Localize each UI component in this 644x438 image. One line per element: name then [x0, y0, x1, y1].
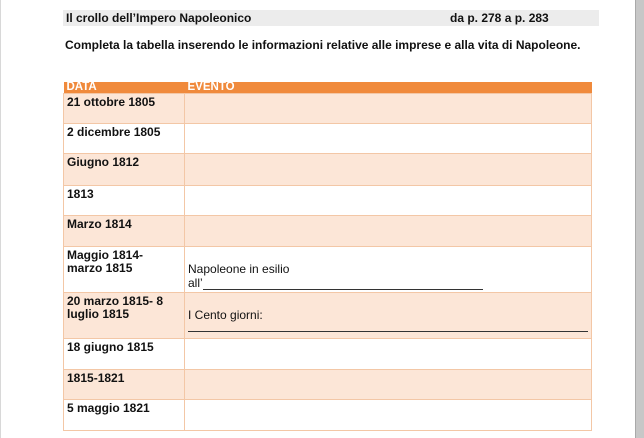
- table-row: [64, 124, 592, 154]
- fill-in-line[interactable]: [188, 322, 588, 332]
- timeline-table: [63, 82, 592, 431]
- table-row: [64, 293, 592, 339]
- event-cell[interactable]: [185, 94, 592, 124]
- date-cell: 21 ottobre 1805: [64, 94, 185, 124]
- event-suffix: all’: [188, 276, 203, 290]
- event-cell[interactable]: [185, 370, 592, 400]
- table-row: [64, 400, 592, 431]
- worksheet-header: [63, 10, 599, 26]
- table-row: [64, 216, 592, 247]
- date-cell: 1815-1821: [64, 370, 185, 400]
- event-cell[interactable]: [185, 216, 592, 247]
- date-cell: Marzo 1814: [64, 216, 185, 247]
- event-cell[interactable]: [185, 400, 592, 431]
- date-cell: Giugno 1812: [64, 154, 185, 186]
- date-cell: 2 dicembre 1805: [64, 124, 185, 154]
- scrollbar-track[interactable]: [636, 0, 644, 438]
- event-cell[interactable]: [185, 186, 592, 216]
- date-cell: 20 marzo 1815- 8 luglio 1815: [64, 293, 185, 339]
- date-cell: Maggio 1814- marzo 1815: [64, 247, 185, 293]
- column-header-event: EVENTO: [185, 82, 592, 94]
- event-cell[interactable]: [185, 339, 592, 370]
- date-cell: 5 maggio 1821: [64, 400, 185, 431]
- page-reference: da p. 278 a p. 283: [450, 11, 549, 25]
- table-row: [64, 370, 592, 400]
- event-cell[interactable]: [185, 124, 592, 154]
- event-cell[interactable]: [185, 154, 592, 186]
- instructions-text: Completa la tabella inserendo le informazioni relative alle imprese e alla vita di Napoleone.: [65, 38, 581, 52]
- table-row: [64, 94, 592, 124]
- event-text: I Cento giorni:: [188, 308, 263, 322]
- event-text: Napoleone in esilio: [188, 262, 290, 276]
- column-header-date: DATA: [64, 82, 185, 94]
- table-row: [64, 186, 592, 216]
- event-cell[interactable]: [185, 247, 592, 293]
- table-row: [64, 247, 592, 293]
- window-left-edge: [0, 0, 1, 438]
- worksheet-title: Il crollo dell’Impero Napoleonico: [66, 11, 252, 25]
- table-row: [64, 339, 592, 370]
- table-row: [64, 154, 592, 186]
- fill-in-line[interactable]: [203, 281, 483, 290]
- date-cell: 1813: [64, 186, 185, 216]
- event-cell[interactable]: [185, 293, 592, 339]
- date-cell: 18 giugno 1815: [64, 339, 185, 370]
